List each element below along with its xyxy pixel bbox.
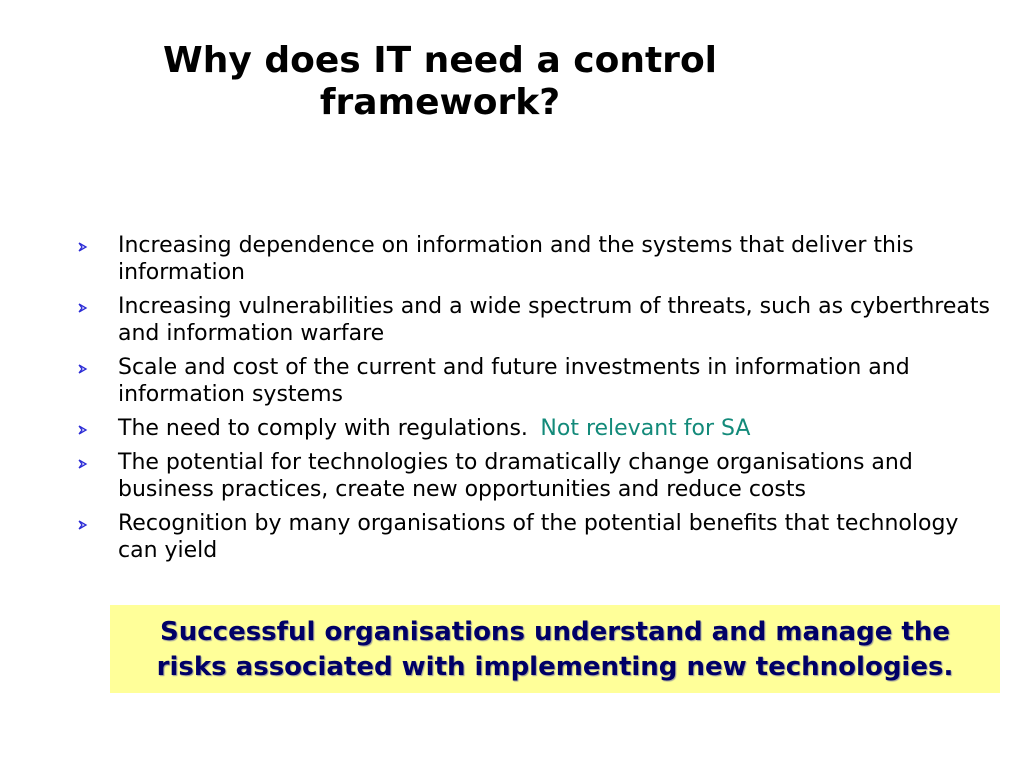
slide-title-line-2: framework? [319,82,561,123]
bullet-text: The potential for technologies to dramatically change organisations and business practices, create new opportunities and reduce costs [118,450,913,502]
callout-line-2: risks associated with implementing new technologies. [156,652,954,682]
bullet-item [78,354,998,408]
chevron-right-icon [78,234,92,248]
bullet-text: Scale and cost of the current and future investments in information and information systems [118,355,910,407]
chevron-right-icon [78,417,92,431]
bullet-item [78,232,998,286]
callout-text [110,615,1000,685]
callout-box [110,605,1000,693]
bullet-accent-note: Not relevant for SA [540,416,751,441]
callout-line-1: Successful organisations understand and manage the [160,617,950,647]
bullet-item [78,510,998,564]
chevron-right-icon [78,295,92,309]
chevron-right-icon [78,451,92,465]
bullet-item [78,415,998,442]
bullet-text: Recognition by many organisations of the potential benefits that technology can yield [118,511,959,563]
chevron-right-icon [78,512,92,526]
bullet-text: The need to comply with regulations. [118,416,528,441]
bullet-item [78,293,998,347]
bullet-text: Increasing dependence on information and the systems that deliver this information [118,233,914,285]
chevron-right-icon [78,356,92,370]
bullet-text: Increasing vulnerabilities and a wide spectrum of threats, such as cyberthreats and information warfare [118,294,990,346]
bullet-list [78,232,998,571]
bullet-item [78,449,998,503]
slide-title [60,40,820,124]
slide-title-line-1: Why does IT need a control [162,40,718,81]
